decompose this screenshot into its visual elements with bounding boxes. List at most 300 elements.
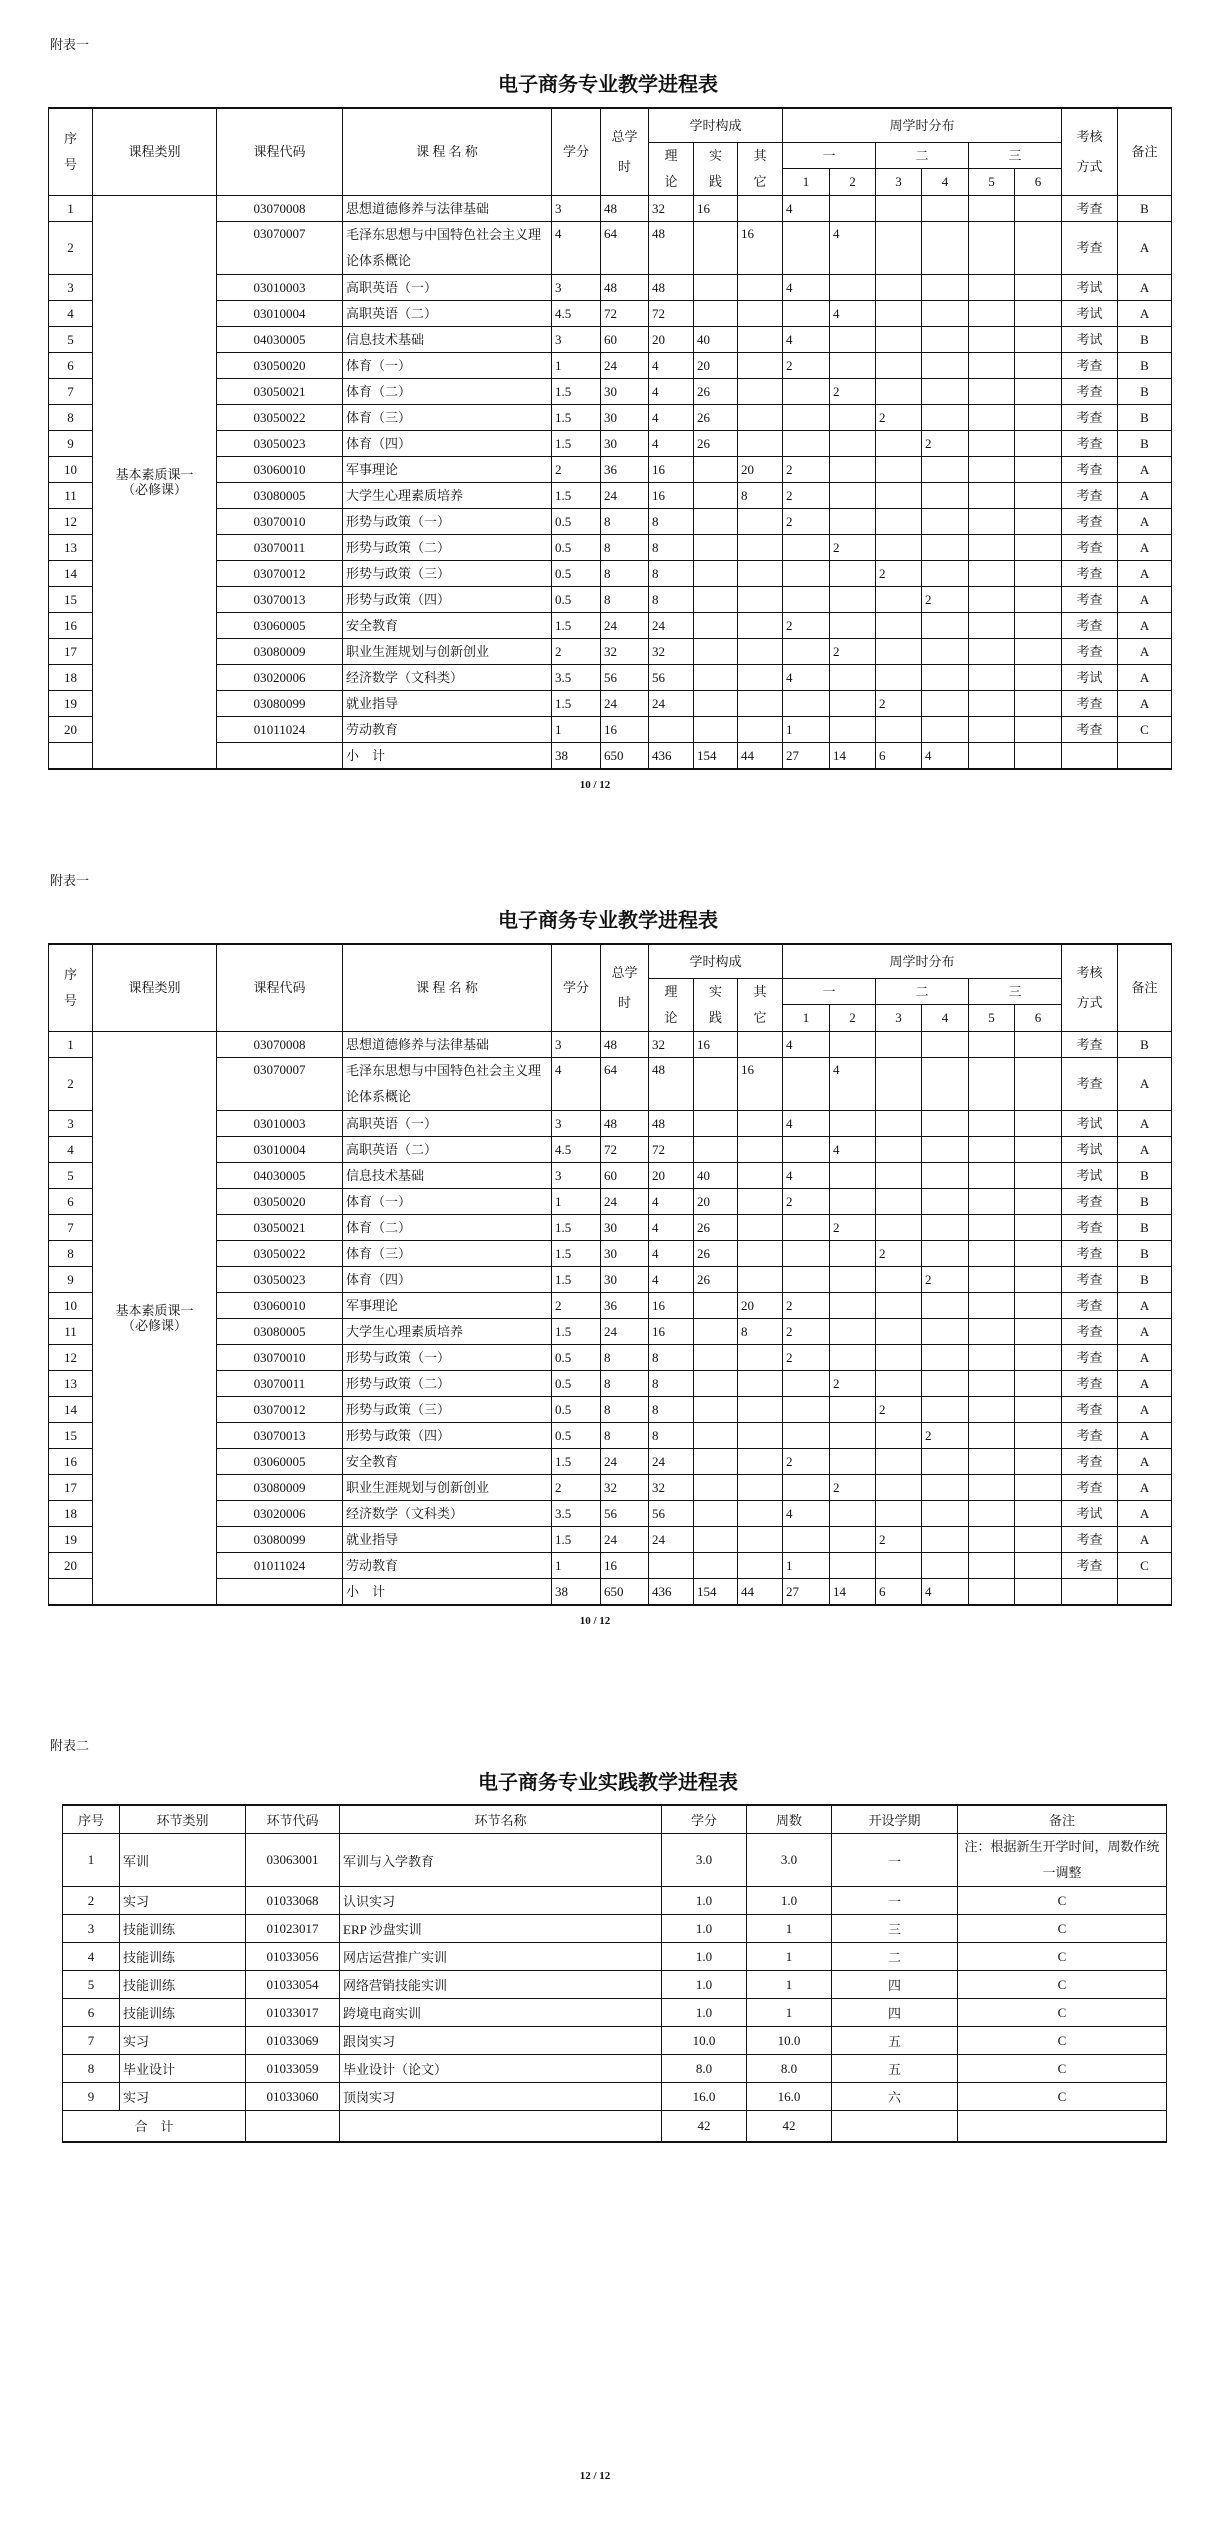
total-cell: 24 bbox=[601, 690, 649, 716]
seq-cell: 6 bbox=[63, 1999, 120, 2027]
weeks-cell: 16.0 bbox=[747, 2083, 832, 2111]
course-code-cell: 03070007 bbox=[217, 1057, 343, 1110]
seq-cell: 14 bbox=[49, 1396, 93, 1422]
weekly-hours-cell bbox=[1015, 638, 1062, 664]
category-cell bbox=[93, 195, 217, 769]
code-cell: 01033017 bbox=[246, 1999, 340, 2027]
practice-cell: 26 bbox=[694, 430, 738, 456]
table-row bbox=[49, 1526, 1172, 1552]
weekly-hours-cell bbox=[969, 221, 1015, 274]
total-cell: 24 bbox=[601, 1188, 649, 1214]
semester-cell: 一 bbox=[832, 1887, 958, 1915]
seq-cell: 9 bbox=[49, 1266, 93, 1292]
remark-cell: B bbox=[1118, 1188, 1172, 1214]
other-cell: 20 bbox=[738, 1292, 783, 1318]
weekly-hours-cell bbox=[830, 1422, 876, 1448]
assessment-cell: 考查 bbox=[1062, 638, 1118, 664]
seq-cell: 16 bbox=[49, 612, 93, 638]
header-semester-4: 4 bbox=[922, 169, 969, 196]
weekly-hours-cell bbox=[969, 482, 1015, 508]
weekly-hours-cell bbox=[830, 690, 876, 716]
total-cell: 8 bbox=[601, 1370, 649, 1396]
weeks-cell: 3.0 bbox=[747, 1834, 832, 1887]
subtotal-weekly: 27 bbox=[783, 1578, 830, 1605]
seq-cell: 17 bbox=[49, 638, 93, 664]
assessment-cell: 考查 bbox=[1062, 1370, 1118, 1396]
credits-cell: 10.0 bbox=[662, 2027, 747, 2055]
weekly-hours-cell bbox=[969, 456, 1015, 482]
seq-cell: 10 bbox=[49, 456, 93, 482]
practice-cell bbox=[694, 586, 738, 612]
weekly-hours-cell bbox=[1015, 1136, 1062, 1162]
other-cell bbox=[738, 638, 783, 664]
other-cell: 16 bbox=[738, 1057, 783, 1110]
weeks-cell: 10.0 bbox=[747, 2027, 832, 2055]
name-cell: 网店运营推广实训 bbox=[340, 1943, 662, 1971]
remark-cell: C bbox=[958, 1943, 1167, 1971]
weekly-hours-cell bbox=[783, 1396, 830, 1422]
practice-cell: 16 bbox=[694, 1031, 738, 1057]
weekly-hours-cell bbox=[922, 1162, 969, 1188]
other-cell bbox=[738, 1214, 783, 1240]
other-cell bbox=[738, 1422, 783, 1448]
remark-cell: A bbox=[1118, 690, 1172, 716]
table-row bbox=[49, 534, 1172, 560]
weekly-hours-cell bbox=[969, 716, 1015, 742]
course-code-cell: 03050020 bbox=[217, 1188, 343, 1214]
weekly-hours-cell bbox=[783, 1214, 830, 1240]
weekly-hours-cell bbox=[969, 1292, 1015, 1318]
remark-cell: B bbox=[1118, 1031, 1172, 1057]
credits-cell: 1.5 bbox=[552, 404, 601, 430]
header-assessment-text: 考核方式 bbox=[1076, 964, 1103, 1010]
weekly-hours-cell bbox=[876, 221, 922, 274]
course-code-cell: 03080009 bbox=[217, 638, 343, 664]
header-category: 环节类别 bbox=[120, 1805, 246, 1834]
total-cell: 48 bbox=[601, 1031, 649, 1057]
table-row bbox=[63, 1999, 1167, 2027]
weekly-hours-cell bbox=[830, 1240, 876, 1266]
category-cell: 技能训练 bbox=[120, 1999, 246, 2027]
practice-cell: 26 bbox=[694, 1266, 738, 1292]
subtotal-weekly bbox=[1015, 742, 1062, 769]
weekly-hours-cell bbox=[969, 430, 1015, 456]
weekly-hours-cell bbox=[969, 1318, 1015, 1344]
header-name: 课 程 名 称 bbox=[343, 108, 552, 195]
weekly-hours-cell bbox=[783, 1474, 830, 1500]
total-label: 合 计 bbox=[63, 2111, 246, 2142]
practice-cell bbox=[694, 1552, 738, 1578]
weekly-hours-cell bbox=[830, 1162, 876, 1188]
theory-cell: 4 bbox=[649, 430, 694, 456]
weekly-hours-cell bbox=[1015, 664, 1062, 690]
total-cell: 8 bbox=[601, 534, 649, 560]
course-name-cell: 形势与政策（四） bbox=[343, 1422, 552, 1448]
theory-cell: 48 bbox=[649, 1057, 694, 1110]
weekly-hours-cell: 4 bbox=[783, 274, 830, 300]
weekly-hours-cell bbox=[922, 716, 969, 742]
credits-cell: 1 bbox=[552, 1188, 601, 1214]
table-row bbox=[49, 482, 1172, 508]
table-row bbox=[49, 690, 1172, 716]
weekly-hours-cell bbox=[969, 1448, 1015, 1474]
other-cell bbox=[738, 1240, 783, 1266]
weekly-hours-cell: 2 bbox=[783, 1188, 830, 1214]
credits-cell: 1.0 bbox=[662, 1971, 747, 1999]
weekly-hours-cell bbox=[830, 482, 876, 508]
practice-cell: 40 bbox=[694, 326, 738, 352]
theory-cell: 24 bbox=[649, 612, 694, 638]
seq-cell: 3 bbox=[49, 1110, 93, 1136]
weekly-hours-cell bbox=[783, 300, 830, 326]
practice-cell bbox=[694, 221, 738, 274]
subtotal-weekly: 6 bbox=[876, 1578, 922, 1605]
course-code-cell: 03070008 bbox=[217, 195, 343, 221]
weekly-hours-cell bbox=[830, 612, 876, 638]
seq-cell: 18 bbox=[49, 1500, 93, 1526]
seq-cell: 7 bbox=[63, 2027, 120, 2055]
seq-cell: 20 bbox=[49, 716, 93, 742]
weekly-hours-cell bbox=[876, 1500, 922, 1526]
weekly-hours-cell bbox=[830, 195, 876, 221]
assessment-cell: 考查 bbox=[1062, 560, 1118, 586]
total-cell: 48 bbox=[601, 1110, 649, 1136]
other-cell bbox=[738, 352, 783, 378]
weekly-hours-cell bbox=[1015, 1266, 1062, 1292]
header-seq: 序号 bbox=[63, 1805, 120, 1834]
course-code-cell: 03080005 bbox=[217, 482, 343, 508]
assessment-cell: 考试 bbox=[1062, 664, 1118, 690]
weekly-hours-cell bbox=[922, 1136, 969, 1162]
weekly-hours-cell bbox=[969, 1396, 1015, 1422]
subtotal-other: 44 bbox=[738, 742, 783, 769]
seq-cell: 3 bbox=[49, 274, 93, 300]
theory-cell: 8 bbox=[649, 1396, 694, 1422]
other-cell: 20 bbox=[738, 456, 783, 482]
name-cell: 认识实习 bbox=[340, 1887, 662, 1915]
seq-cell: 12 bbox=[49, 508, 93, 534]
subtotal-weekly bbox=[1015, 1578, 1062, 1605]
total-cell: 24 bbox=[601, 1318, 649, 1344]
credits-cell: 1.0 bbox=[662, 1943, 747, 1971]
course-code-cell: 04030005 bbox=[217, 326, 343, 352]
subtotal-weekly: 14 bbox=[830, 742, 876, 769]
weekly-hours-cell bbox=[969, 508, 1015, 534]
header-seq-text: 序号 bbox=[63, 130, 77, 172]
remark-cell: B bbox=[1118, 1240, 1172, 1266]
weekly-hours-cell bbox=[922, 534, 969, 560]
course-code-cell: 03050021 bbox=[217, 1214, 343, 1240]
subtotal-weekly: 4 bbox=[922, 742, 969, 769]
table-row bbox=[49, 1057, 1172, 1110]
category-line: （必修课） bbox=[121, 481, 187, 497]
weekly-hours-cell bbox=[1015, 1370, 1062, 1396]
remark-cell: C bbox=[958, 1971, 1167, 1999]
name-cell: 跟岗实习 bbox=[340, 2027, 662, 2055]
weekly-hours-cell bbox=[1015, 482, 1062, 508]
weekly-hours-cell bbox=[1015, 1422, 1062, 1448]
theory-cell: 48 bbox=[649, 221, 694, 274]
total-cell: 8 bbox=[601, 560, 649, 586]
header-remarks: 备注 bbox=[958, 1805, 1167, 1834]
other-cell bbox=[738, 195, 783, 221]
total-cell: 8 bbox=[601, 1344, 649, 1370]
practice-cell bbox=[694, 1057, 738, 1110]
other-cell bbox=[738, 1370, 783, 1396]
weekly-hours-cell bbox=[830, 1552, 876, 1578]
weekly-hours-cell bbox=[876, 1370, 922, 1396]
empty-cell bbox=[1062, 742, 1118, 769]
weekly-hours-cell bbox=[830, 456, 876, 482]
other-cell bbox=[738, 378, 783, 404]
category-cell: 技能训练 bbox=[120, 1915, 246, 1943]
category-cell: 实习 bbox=[120, 2027, 246, 2055]
credits-cell: 1.5 bbox=[552, 378, 601, 404]
table-title: 电子商务专业实践教学进程表 bbox=[478, 1772, 738, 1794]
credits-cell: 1 bbox=[552, 716, 601, 742]
weekly-hours-cell bbox=[830, 1188, 876, 1214]
assessment-cell: 考查 bbox=[1062, 534, 1118, 560]
course-name-cell: 体育（二） bbox=[343, 1214, 552, 1240]
assessment-cell: 考查 bbox=[1062, 482, 1118, 508]
weekly-hours-cell bbox=[969, 1422, 1015, 1448]
course-name-cell: 思想道德修养与法律基础 bbox=[343, 1031, 552, 1057]
empty-cell bbox=[49, 1578, 93, 1605]
table-row bbox=[49, 716, 1172, 742]
weekly-hours-cell bbox=[1015, 690, 1062, 716]
category-cell: 实习 bbox=[120, 1887, 246, 1915]
other-cell: 8 bbox=[738, 1318, 783, 1344]
weekly-hours-cell bbox=[783, 378, 830, 404]
theory-cell: 72 bbox=[649, 300, 694, 326]
other-cell bbox=[738, 1474, 783, 1500]
weekly-hours-cell: 4 bbox=[830, 221, 876, 274]
weekly-hours-cell bbox=[1015, 560, 1062, 586]
table-row bbox=[63, 1915, 1167, 1943]
weekly-hours-cell bbox=[969, 1136, 1015, 1162]
remark-cell: A bbox=[1118, 1292, 1172, 1318]
theory-cell: 24 bbox=[649, 1526, 694, 1552]
category-cell bbox=[93, 1031, 217, 1605]
table-row bbox=[63, 2027, 1167, 2055]
subtotal-weekly: 27 bbox=[783, 742, 830, 769]
weekly-hours-cell bbox=[876, 1188, 922, 1214]
remark-cell: A bbox=[1118, 1057, 1172, 1110]
credits-cell: 1 bbox=[552, 352, 601, 378]
semester-cell: 五 bbox=[832, 2055, 958, 2083]
table-row bbox=[63, 1943, 1167, 1971]
weekly-hours-cell bbox=[830, 716, 876, 742]
theory-cell: 32 bbox=[649, 638, 694, 664]
remark-cell: B bbox=[1118, 378, 1172, 404]
assessment-cell: 考试 bbox=[1062, 274, 1118, 300]
header-weekly-distribution: 周学时分布 bbox=[783, 108, 1062, 142]
table-row bbox=[49, 1448, 1172, 1474]
weekly-hours-cell bbox=[830, 1526, 876, 1552]
credits-cell: 2 bbox=[552, 638, 601, 664]
weekly-hours-cell bbox=[969, 326, 1015, 352]
table-row bbox=[49, 1136, 1172, 1162]
category-cell: 技能训练 bbox=[120, 1971, 246, 1999]
weekly-hours-cell bbox=[1015, 352, 1062, 378]
total-cell: 32 bbox=[601, 638, 649, 664]
credits-cell: 0.5 bbox=[552, 586, 601, 612]
course-name-cell: 高职英语（一） bbox=[343, 1110, 552, 1136]
empty-cell bbox=[217, 742, 343, 769]
seq-cell: 5 bbox=[49, 1162, 93, 1188]
theory-cell bbox=[649, 716, 694, 742]
weekly-hours-cell bbox=[969, 352, 1015, 378]
weekly-hours-cell bbox=[969, 1031, 1015, 1057]
assessment-cell: 考查 bbox=[1062, 1526, 1118, 1552]
weekly-hours-cell: 2 bbox=[830, 1214, 876, 1240]
table-row bbox=[49, 1318, 1172, 1344]
assessment-cell: 考查 bbox=[1062, 1188, 1118, 1214]
course-name-cell: 安全教育 bbox=[343, 612, 552, 638]
subtotal-other: 44 bbox=[738, 1578, 783, 1605]
weekly-hours-cell bbox=[1015, 1396, 1062, 1422]
course-name-cell: 职业生涯规划与创新创业 bbox=[343, 638, 552, 664]
theory-cell: 4 bbox=[649, 1240, 694, 1266]
credits-cell: 1.5 bbox=[552, 1214, 601, 1240]
practice-cell bbox=[694, 1500, 738, 1526]
category-line: 基本素质课一 bbox=[115, 466, 194, 482]
other-cell bbox=[738, 508, 783, 534]
assessment-cell: 考查 bbox=[1062, 1448, 1118, 1474]
assessment-cell: 考试 bbox=[1062, 1110, 1118, 1136]
weekly-hours-cell: 4 bbox=[783, 1110, 830, 1136]
assessment-cell: 考查 bbox=[1062, 1344, 1118, 1370]
subtotal-weekly: 14 bbox=[830, 1578, 876, 1605]
weekly-hours-cell bbox=[922, 1188, 969, 1214]
category-cell: 技能训练 bbox=[120, 1943, 246, 1971]
header-hour-composition: 学时构成 bbox=[649, 108, 783, 142]
table-row bbox=[49, 1396, 1172, 1422]
seq-cell: 3 bbox=[63, 1915, 120, 1943]
other-cell bbox=[738, 1396, 783, 1422]
weekly-hours-cell: 2 bbox=[783, 1318, 830, 1344]
practice-cell: 16 bbox=[694, 195, 738, 221]
course-name-cell: 劳动教育 bbox=[343, 1552, 552, 1578]
weekly-hours-cell bbox=[922, 404, 969, 430]
total-cell: 30 bbox=[601, 1240, 649, 1266]
empty-cell bbox=[832, 2111, 958, 2142]
weekly-hours-cell bbox=[830, 508, 876, 534]
weekly-hours-cell: 1 bbox=[783, 1552, 830, 1578]
weekly-hours-cell bbox=[922, 664, 969, 690]
page-number: 10 / 12 bbox=[579, 779, 611, 791]
other-cell bbox=[738, 664, 783, 690]
header-theory-text: 理论 bbox=[664, 147, 678, 189]
assessment-cell: 考查 bbox=[1062, 352, 1118, 378]
assessment-cell: 考查 bbox=[1062, 456, 1118, 482]
weekly-hours-cell bbox=[969, 1057, 1015, 1110]
seq-cell: 1 bbox=[49, 195, 93, 221]
header-semester-6: 6 bbox=[1015, 169, 1062, 196]
credits-cell: 0.5 bbox=[552, 534, 601, 560]
weekly-hours-cell: 2 bbox=[783, 508, 830, 534]
course-name-cell: 经济数学（文科类） bbox=[343, 664, 552, 690]
total-cell: 8 bbox=[601, 508, 649, 534]
seq-cell: 14 bbox=[49, 560, 93, 586]
weekly-hours-cell: 4 bbox=[830, 300, 876, 326]
remark-cell: A bbox=[1118, 534, 1172, 560]
header-semester-6: 6 bbox=[1015, 1005, 1062, 1032]
table-row bbox=[49, 378, 1172, 404]
total-weeks: 42 bbox=[747, 2111, 832, 2142]
weekly-hours-cell bbox=[969, 560, 1015, 586]
header-total-hours-text: 总学时 bbox=[611, 964, 638, 1010]
course-code-cell: 03070011 bbox=[217, 534, 343, 560]
other-cell: 8 bbox=[738, 482, 783, 508]
weekly-hours-cell bbox=[969, 664, 1015, 690]
remark-cell: A bbox=[1118, 274, 1172, 300]
subtotal-weekly: 6 bbox=[876, 742, 922, 769]
course-code-cell: 03050023 bbox=[217, 430, 343, 456]
course-code-cell: 03050022 bbox=[217, 404, 343, 430]
credits-cell: 4.5 bbox=[552, 300, 601, 326]
weekly-hours-cell: 2 bbox=[783, 612, 830, 638]
theory-cell: 8 bbox=[649, 534, 694, 560]
header-name: 课 程 名 称 bbox=[343, 944, 552, 1031]
weekly-hours-cell bbox=[876, 586, 922, 612]
weekly-hours-cell bbox=[969, 378, 1015, 404]
name-cell: 网络营销技能实训 bbox=[340, 1971, 662, 1999]
header-category: 课程类别 bbox=[93, 108, 217, 195]
weekly-hours-cell: 4 bbox=[783, 326, 830, 352]
theory-cell: 16 bbox=[649, 1292, 694, 1318]
course-name-cell: 信息技术基础 bbox=[343, 326, 552, 352]
weekly-hours-cell bbox=[783, 1240, 830, 1266]
assessment-cell: 考查 bbox=[1062, 195, 1118, 221]
code-cell: 03063001 bbox=[246, 1834, 340, 1887]
credits-cell: 1.0 bbox=[662, 1915, 747, 1943]
seq-cell: 20 bbox=[49, 1552, 93, 1578]
theory-cell: 8 bbox=[649, 1422, 694, 1448]
header-seq bbox=[49, 944, 93, 1031]
practice-cell bbox=[694, 1344, 738, 1370]
other-cell bbox=[738, 326, 783, 352]
total-row bbox=[63, 2111, 1167, 2142]
other-cell bbox=[738, 534, 783, 560]
assessment-cell: 考查 bbox=[1062, 1474, 1118, 1500]
assessment-cell: 考查 bbox=[1062, 1031, 1118, 1057]
practice-cell: 26 bbox=[694, 404, 738, 430]
other-cell bbox=[738, 612, 783, 638]
header-assessment bbox=[1062, 944, 1118, 1031]
header-practice bbox=[694, 142, 738, 195]
credits-cell: 16.0 bbox=[662, 2083, 747, 2111]
assessment-cell: 考查 bbox=[1062, 1240, 1118, 1266]
weekly-hours-cell: 4 bbox=[783, 664, 830, 690]
header-credits: 学分 bbox=[552, 944, 601, 1031]
header-assessment bbox=[1062, 108, 1118, 195]
category-cell: 实习 bbox=[120, 2083, 246, 2111]
subtotal-practice: 154 bbox=[694, 742, 738, 769]
subtotal-label: 小 计 bbox=[343, 1578, 552, 1605]
weekly-hours-cell bbox=[1015, 1188, 1062, 1214]
course-code-cell: 03050020 bbox=[217, 352, 343, 378]
weekly-hours-cell bbox=[830, 560, 876, 586]
course-name-cell: 形势与政策（一） bbox=[343, 508, 552, 534]
weekly-hours-cell bbox=[1015, 1162, 1062, 1188]
seq-cell: 5 bbox=[49, 326, 93, 352]
seq-cell: 11 bbox=[49, 1318, 93, 1344]
credits-cell: 4.5 bbox=[552, 1136, 601, 1162]
remark-cell: A bbox=[1118, 1526, 1172, 1552]
course-code-cell: 01011024 bbox=[217, 716, 343, 742]
total-cell: 72 bbox=[601, 1136, 649, 1162]
